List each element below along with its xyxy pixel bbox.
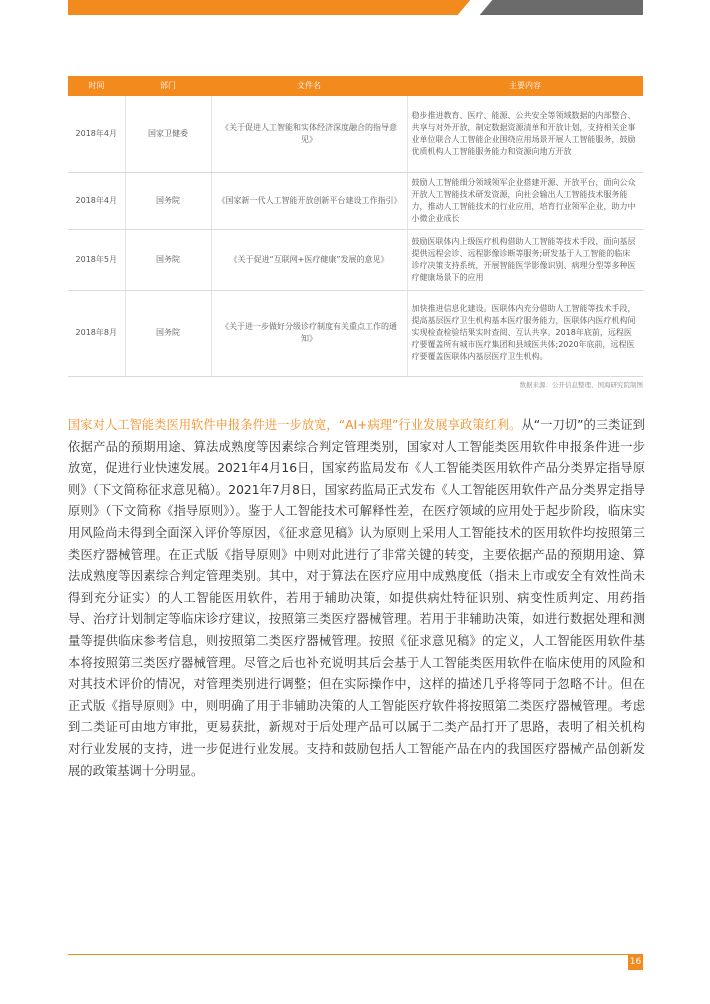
table-row: [68, 172, 643, 229]
cell-time: 2018年4月: [68, 172, 125, 229]
col-header-dept: 部门: [125, 76, 211, 96]
cell-dept: 国务院: [125, 290, 211, 376]
body-paragraph: [68, 415, 645, 782]
page-number: 16: [628, 955, 643, 970]
cell-content: 鼓励人工智能细分领域领军企业搭建开源、开放平台，面向公众开放人工智能技术研发资源，向社会输出人工智能技术服务能力，推动人工智能技术的行业应用，培育行业领军企业，助力中小微企业成长: [407, 172, 643, 229]
cell-content: 稳步推进教育、医疗、能源、公共安全等领域数据的内部整合、共享与对外开放，制定数据资源清单和开放计划，支持相关企事业单位联合人工智能企业围绕应用场景开展人工智能服务，鼓励优质机构人工智能服务能力和资源向地方开放: [407, 96, 643, 172]
cell-dept: 国务院: [125, 172, 211, 229]
cell-time: 2018年8月: [68, 290, 125, 376]
cell-time: 2018年4月: [68, 96, 125, 172]
policy-table: [68, 76, 643, 377]
col-header-content: 主要内容: [407, 76, 643, 96]
col-header-time: 时间: [68, 76, 125, 96]
paragraph-lead: 国家对人工智能类医用软件申报条件进一步放宽，“AI+病理”行业发展享政策红利。: [68, 418, 522, 432]
paragraph-text: 从“一刀切”的三类证到依据产品的预期用途、算法成熟度等因素综合判定管理类别，国家对人工智能类医用软件申报条件进一步放宽，促进行业快速发展。2021年4月16日，国家药监局发布《人工智能类医用软件产品分类界定指导原则》（下文简称征求意见稿）。2021年7月8日，国家药监局正式发布《人工智能医用软件产品分类界定指导原则》（下文简称《指导原则》）。鉴于人工智能技术可解释性差，在医疗领域的应用处于起步阶段，临床实用风险尚未得到全面深入评价等原因，《征求意见稿》认为原则上采用人工智能技术的医用软件均按照第三类医疗器械管理。在正式版《指导原则》中则对此进行了非常关键的转变，主要依据产品的预期用途、算法成熟度等因素综合判定管理类别。其中，对于算法在医疗应用中成熟度低（指未上市或安全有效性尚未得到充分证实）的人工智能医用软件，若用于辅助决策，如提供病灶特征识别、病变性质判定、用药指导、治疗计划制定等临床诊疗建议，按照第三类医疗器械管理。若用于非辅助决策，如进行数据处理和测量等提供临床参考信息，则按照第二类医疗器械管理。按照《征求意见稿》的定义，人工智能医用软件基本将按照第三类医疗器械管理。尽管之后也补充说明其后会基于人工智能类医用软件在临床使用的风险和对其技术评价的情况，对管理类别进行调整；但在实际操作中，这样的描述几乎将等同于忽略不计。但在正式版《指导原则》中，则明确了用于非辅助决策的人工智能医疗软件将按照第二类医疗器械管理。考虑到二类证可由地方审批，更易获批，新规对于后处理产品可以属于二类产品打开了思路，表明了相关机构对行业发展的支持，进一步促进行业发展。支持和鼓励包括人工智能产品在内的我国医疗器械产品创新发展的政策基调十分明显。: [68, 418, 645, 778]
col-header-doc: 文件名: [211, 76, 407, 96]
cell-content: 加快推进信息化建设。医联体内充分借助人工智能等技术手段，提高基层医疗卫生机构基本医疗服务能力，医联体内医疗机构间实现检查检验结果实时查阅、互认共享。2018年底前，远程医疗要覆盖所有城市医疗集团和县域医共体;2020年底前，远程医疗要覆盖医联体内基层医疗卫生机构。: [407, 290, 643, 376]
table-header-row: [68, 76, 643, 96]
footer-line: [68, 954, 643, 955]
cell-doc: 《关于进一步做好分级诊疗制度有关重点工作的通知》: [211, 290, 407, 376]
table-row: [68, 96, 643, 172]
cell-dept: 国家卫健委: [125, 96, 211, 172]
table-row: [68, 229, 643, 290]
cell-dept: 国务院: [125, 229, 211, 290]
table-source-note: 数据来源：公开信息整理、国海研究院制图: [519, 381, 643, 389]
header-dark-bar: [476, 0, 643, 15]
cell-doc: 《国家新一代人工智能开放创新平台建设工作指引》: [211, 172, 407, 229]
cell-doc: 《关于促进人工智能和实体经济深度融合的指导意见》: [211, 96, 407, 172]
header-accent-bar: [68, 0, 476, 15]
cell-time: 2018年5月: [68, 229, 125, 290]
cell-content: 鼓励医联体内上级医疗机构借助人工智能等技术手段，面向基层提供远程会诊、远程影像诊断等服务;研发基于人工智能的临床诊疗决策支持系统，开展智能医学影像识别、病理分型等多种医疗健康场景下的应用: [407, 229, 643, 290]
cell-doc: 《关于促进“互联网+医疗健康”发展的意见》: [211, 229, 407, 290]
table-row: [68, 290, 643, 376]
